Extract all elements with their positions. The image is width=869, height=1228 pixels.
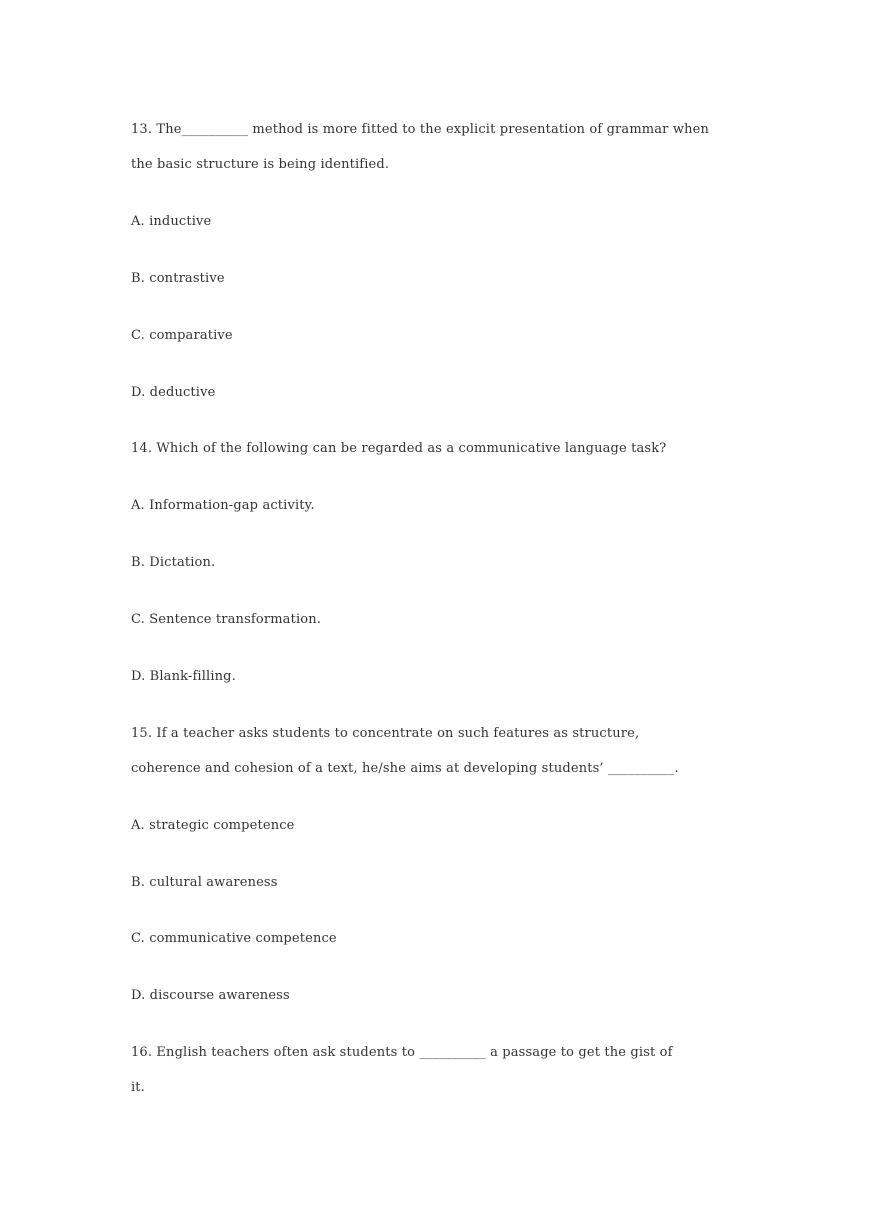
question-15-option-b: B. cultural awareness xyxy=(131,875,278,890)
question-13-stem-line-2: the basic structure is being identified. xyxy=(131,157,390,172)
question-15-stem-line-1: 15. If a teacher asks students to concentrate on such features as structure, xyxy=(131,726,640,741)
question-14-option-d: D. Blank-filling. xyxy=(131,669,236,684)
question-14-option-b: B. Dictation. xyxy=(131,555,216,570)
question-15-option-d: D. discourse awareness xyxy=(131,988,290,1003)
question-13-option-b: B. contrastive xyxy=(131,271,225,286)
question-13-stem-line-1: 13. The__________ method is more fitted to the explicit presentation of grammar when xyxy=(131,122,709,137)
question-14-stem-line-1: 14. Which of the following can be regarded as a communicative language task? xyxy=(131,441,667,456)
question-13-option-a: A. inductive xyxy=(131,214,212,229)
question-16-stem-line-1: 16. English teachers often ask students to __________ a passage to get the gist of xyxy=(131,1045,673,1060)
question-14-option-a: A. Information-gap activity. xyxy=(131,498,315,513)
question-16-stem-line-2: it. xyxy=(131,1080,145,1095)
question-13-option-d: D. deductive xyxy=(131,385,216,400)
question-14-option-c: C. Sentence transformation. xyxy=(131,612,322,627)
question-15-stem-line-2: coherence and cohesion of a text, he/she aims at developing students’ __________. xyxy=(131,761,679,776)
question-15-option-a: A. strategic competence xyxy=(131,818,295,833)
question-13-option-c: C. comparative xyxy=(131,328,233,343)
question-15-option-c: C. communicative competence xyxy=(131,931,337,946)
